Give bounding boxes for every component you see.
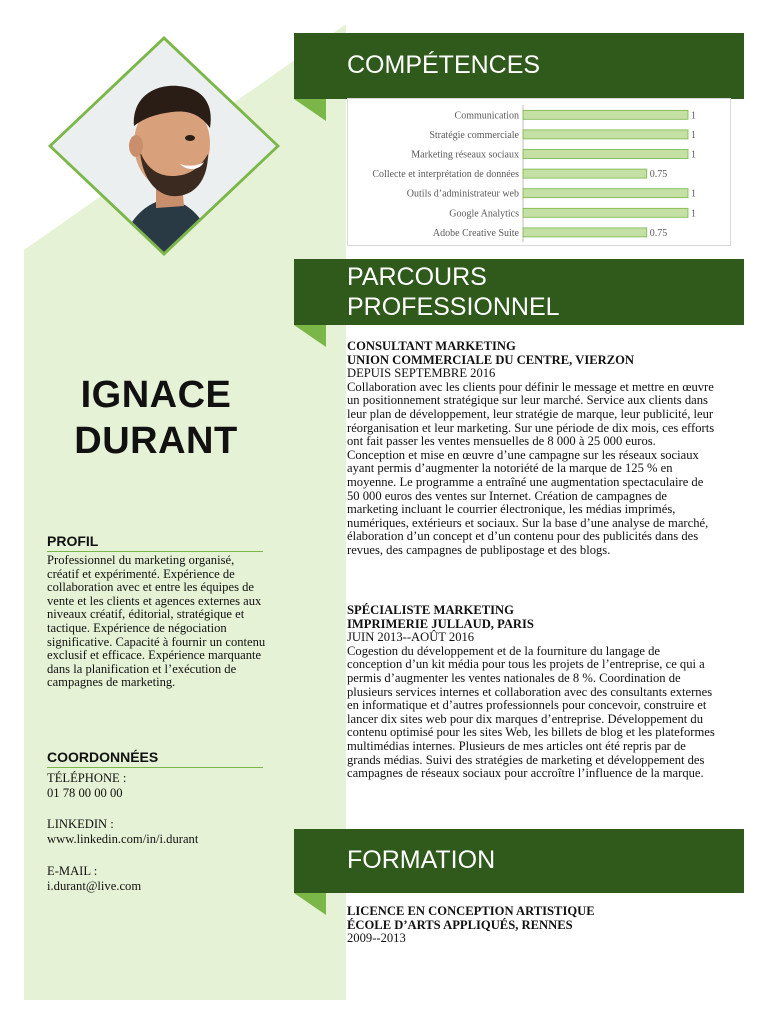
job-entry [347, 340, 717, 558]
profil-heading: PROFIL [47, 533, 263, 552]
chart-value-label: 1 [691, 208, 696, 220]
education-header-tab [294, 893, 326, 915]
skills-header-tab [294, 99, 326, 121]
chart-value-label: 1 [691, 149, 696, 161]
chart-category-label: Google Analytics [449, 208, 519, 220]
chart-value-label: 0.75 [649, 227, 668, 239]
education-dates: 2009--2013 [347, 931, 406, 946]
job-description: Collaboration avec les clients pour définir le message et mettre en œuvre un positionnement stratégique sur leur marché. Service aux clients dans leur plan de développement, leur stratégie de marque, leur publicité, leur réorganisation et leur marketing. Sur une période de dix mois, ces efforts ont fait passer les ventes mensuelles de 8 000 à 25 000 euros. Conception et mise en œuvre d’une campagne sur les réseaux sociaux ayant permis d’augmenter la notoriété de la marque de 125 % en moyenne. Le programme a entraîné une augmentation spectaculaire de 50 000 euros des ventes sur Internet. Création de campagnes de marketing incluant le courrier électronique, les médias imprimés, numériques, extérieurs et sociaux. Sur la base d’une analyse de marché, élaboration d’un concept et d’un contenu pour des publicités dans des revues, des campagnes de publipostage et des blogs. [347, 379, 715, 557]
chart-bar [523, 150, 688, 159]
chart-value-label: 1 [691, 188, 696, 200]
job-company: UNION COMMERCIALE DU CENTRE, VIERZON [347, 352, 634, 367]
skills-chart-svg [348, 99, 730, 245]
phone-label: TÉLÉPHONE : [47, 771, 127, 785]
phone-value: 01 78 00 00 00 [47, 786, 123, 800]
chart-bar [523, 130, 688, 139]
career-header-tab [294, 325, 326, 347]
chart-value-label: 0.75 [649, 169, 668, 181]
first-name: IGNACE [80, 374, 232, 416]
chart-bar [523, 228, 647, 237]
job-description: Cogestion du développement et de la fourniture du langage de conception d’un kit média pour tous les projets de l’entreprise, ce qui a permis d’augmenter les ventes nationales de 8 %. Coordination de plusieurs services internes et collaboration avec des consultants externes en informatique et d’autres professionnels pour concevoir, construire et lancer dix sites web pour dix marques d’entreprise. Développement du contenu optimisé pour les sites Web, les billets de blog et les plateformes multimédias internes. Plusieurs de mes articles ont été repris par de grands médias. Suivi des stratégies de marketing et développement des campagnes de réseaux sociaux pour accroître l’influence de la marque. [347, 643, 715, 781]
skills-title: COMPÉTENCES [347, 51, 541, 79]
chart-category-label: Collecte et interprétation de données [372, 169, 519, 181]
linkedin-value[interactable]: www.linkedin.com/in/i.durant [47, 832, 199, 846]
job-title: SPÉCIALISTE MARKETING [347, 603, 514, 617]
chart-bar [523, 110, 688, 119]
skills-chart [347, 98, 731, 246]
chart-category-label: Adobe Creative Suite [432, 227, 519, 239]
chart-bar [523, 189, 688, 198]
job-company: IMPRIMERIE JULLAUD, PARIS [347, 616, 534, 631]
chart-category-label: Communication [454, 110, 519, 122]
education-entry [347, 905, 717, 946]
career-title-line2: PROFESSIONNEL [347, 293, 560, 321]
last-name: DURANT [74, 420, 238, 462]
profile-photo [48, 36, 280, 256]
education-degree: LICENCE EN CONCEPTION ARTISTIQUE [347, 904, 595, 918]
chart-bar [523, 169, 647, 178]
chart-bar [523, 208, 688, 217]
education-title: FORMATION [347, 846, 496, 874]
job-title: CONSULTANT MARKETING [347, 339, 516, 353]
linkedin-label: LINKEDIN : [47, 817, 114, 831]
education-header [294, 829, 744, 893]
contact-heading: COORDONNÉES [47, 749, 263, 768]
job-entry [347, 604, 717, 781]
chart-value-label: 1 [691, 110, 696, 122]
email-label: E-MAIL : [47, 864, 98, 878]
chart-category-label: Outils d’administrateur web [406, 188, 519, 200]
candidate-name [24, 372, 288, 464]
career-header [294, 259, 744, 325]
job-dates: JUIN 2013--AOÛT 2016 [347, 630, 475, 645]
chart-category-label: Stratégie commerciale [429, 129, 519, 141]
career-title [347, 262, 560, 322]
email-value[interactable]: i.durant@live.com [47, 879, 142, 893]
education-school: ÉCOLE D’ARTS APPLIQUÉS, RENNES [347, 917, 573, 932]
job-dates: DEPUIS SEPTEMBRE 2016 [347, 366, 496, 381]
chart-value-label: 1 [691, 129, 696, 141]
skills-header [294, 33, 744, 99]
career-title-line1: PARCOURS [347, 263, 487, 291]
profil-text: Professionnel du marketing organisé, créatif et expérimenté. Expérience de collaboration avec et entre les équipes de vente et les clients et agences externes aux niveaux créatif, éditorial, stratégique et tactique. Expérience de négociation significative. Capacité à fournir un contenu exclusif et efficace. Expérience marquante dans la planification et l’exécution de campagnes de marketing. [47, 553, 266, 690]
chart-category-label: Marketing réseaux sociaux [411, 149, 519, 161]
